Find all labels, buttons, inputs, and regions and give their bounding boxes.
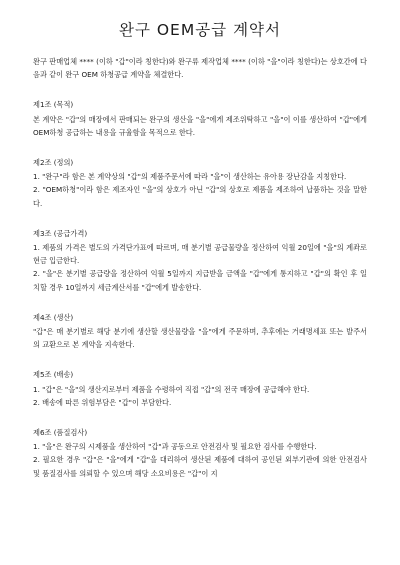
document-title: 완구 OEM공급 계약서 <box>118 21 282 39</box>
article-heading: 제5조 (배송) <box>33 370 74 380</box>
article-paragraph: 1. "을"은 완구의 시제품을 생산하여 "갑"과 공동으로 안전검사 및 필요한 검사를 수행한다. <box>33 442 317 452</box>
article-paragraph: 1. "완구"라 함은 본 계약상의 "갑"의 제품주문서에 따라 "을"이 생산하는 유아용 장난감을 지칭한다. <box>33 172 347 182</box>
article-heading: 제2조 (정의) <box>33 158 74 168</box>
intro-paragraph: 완구 판매업체 **** (이하 "갑"이라 칭한다)와 완구류 제작업체 **** (이하 "을"이라 칭한다)는 상호간에 다음과 같이 완구 OEM 하청공급 계약을 체결한다. <box>33 57 367 80</box>
article-6 <box>33 426 367 480</box>
article-paragraph: 본 계약은 "갑"의 매장에서 판매되는 완구의 생산을 "을"에게 제조위탁하고 "을"이 이를 생산하여 "갑"에게 OEM하청 공급하는 내용을 규율함을 목적으로 한다. <box>33 114 367 137</box>
article-paragraph: 2. 배송에 따른 위험부담은 "갑"이 부담한다. <box>33 397 172 407</box>
article-heading: 제3조 (공급가격) <box>33 228 88 238</box>
article-paragraph: "갑"은 매 분기별로 해당 분기에 생산할 생산물량을 "을"에게 주문하며, 추후에는 거래명세표 또는 발주서의 교환으로 본 계약을 지속한다. <box>33 327 367 350</box>
article-paragraph: 2. "을"은 분기별 공급량을 정산하여 익월 5일까지 지급받을 금액을 "갑"에게 통지하고 "갑"의 확인 후 일치할 경우 10일까지 세금계산서를 "갑"에게 발송한다. <box>33 269 367 292</box>
article-5 <box>33 368 367 409</box>
article-heading: 제1조 (목적) <box>33 100 74 110</box>
article-heading: 제4조 (생산) <box>33 312 74 322</box>
article-2 <box>33 156 367 210</box>
article-paragraph: 2. "OEM하청"이라 함은 제조자인 "을"의 상호가 아닌 "갑"의 상호로 제품을 제조하여 납품하는 것을 말한다. <box>33 185 367 208</box>
article-heading: 제6조 (품질검사) <box>33 428 88 438</box>
article-1 <box>33 98 367 139</box>
article-paragraph: 1. "갑"은 "을"의 생산지로부터 제품을 수령하여 직접 "갑"의 전국 매장에 공급해야 한다. <box>33 384 310 394</box>
article-3 <box>33 227 367 294</box>
article-paragraph: 1. 제품의 가격은 별도의 가격단가표에 따르며, 매 분기별 공급물량을 정산하여 익월 20일에 "을"의 계좌로 현금 입금한다. <box>33 243 367 266</box>
article-4 <box>33 311 367 352</box>
article-paragraph: 2. 필요한 경우 "갑"은 "을"에게 "갑"을 대리하여 생산된 제품에 대하여 공인된 외부기관에 의한 안전검사 및 품질검사를 의뢰할 수 있으며 해당 소요비용은 "갑"이 지 <box>33 455 367 478</box>
